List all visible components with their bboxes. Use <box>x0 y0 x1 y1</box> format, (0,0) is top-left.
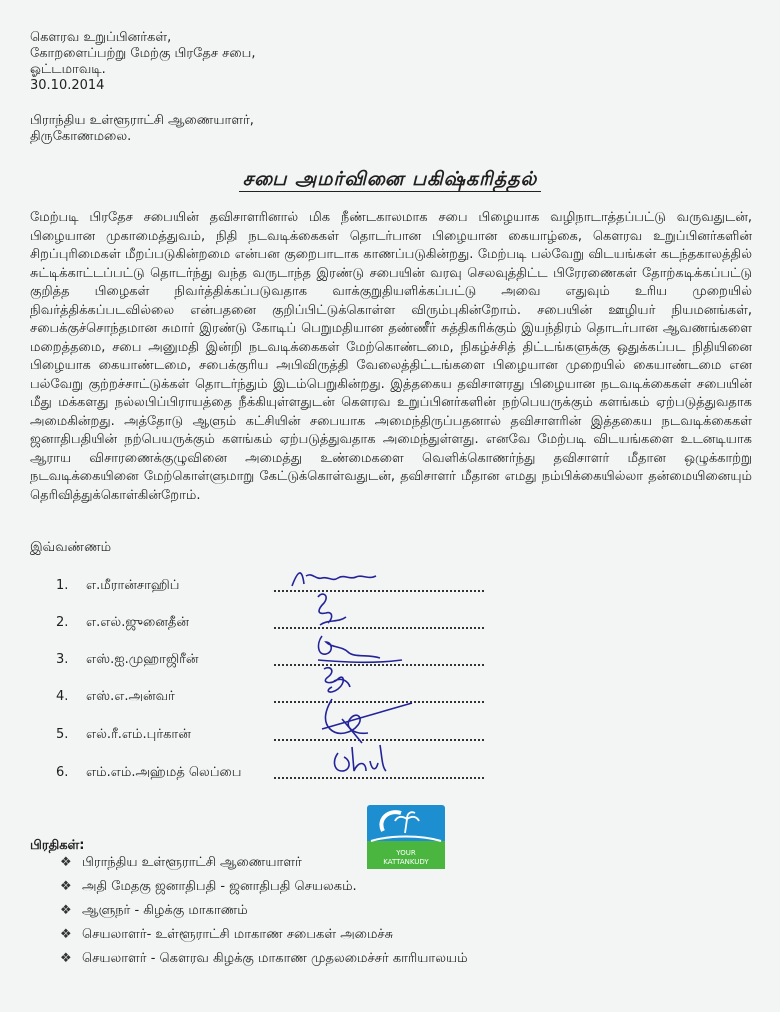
signatory-name: எ.எல்.ஜுனைதீன் <box>86 615 189 630</box>
signatory-number: 5. <box>56 727 69 742</box>
letter-body: மேற்படி பிரதேச சபையின் தவிசாளரினால் மிக நீண்டகாலமாக சபை பிழையாக வழிநாடாத்தப்பட்டு வருவதுடன், பிழையான முகாமைத்துவம், நிதி நடவடிக்கைகள் தொடர்பான பிழையான கையாழ்கை, கௌரவ உறுப்பினர்களின் சிறப்புரிமைகள் மீறப்படுகின்றமை என்பன குறைபாடாக காணப்படுகின்றது. மேற்படி பல்வேறு விடயங்கள் கடந்தகாலத்தில் சுட்டிக்காட்டப்பட்டு தொடர்ந்து வந்த வருடாந்த இரண்டு சபையின் வரவு செலவுத்திட்ட பிரேரணைகள் தோற்கடிக்கப்பட்டு குறித்த பிழைகள் நிவர்த்திக்கப்படுவதாக வாக்குறுதியளிக்கப்பட்டு அவை எதுவும் உரிய முறையில் நிவர்த்திக்கப்படவில்லை என்பதனை குறிப்பிட்டுக்கொள்ள விரும்புகின்றோம். சபையின் ஊழியர் நியமனங்கள், சபைக்குச்சொந்தமான சுமார் இரண்டு கோடிப் பெறுமதியான தண்ணீர் சுத்திகரிக்கும் இயந்திரம் தொடர்பான ஆவணங்களை மறைத்தமை, சபை அனுமதி இன்றி நடவடிக்கைகள் மேற்கொண்டமை, நிகழ்ச்சித் திட்டங்களுக்கு ஒதுக்கப்பட நிதியினை பிழையாக கையாண்டமை, சபைக்குரிய அபிவிருத்தி வேலைத்திட்டங்களை பிழையான முறையில் கையாண்டமை என பல்வேறு குற்றச்சாட்டுக்கள் தொடர்ந்தும் இடம்பெறுகின்றது. இத்தகைய தவிசாளரது பிழையான நடவடிக்கைகள் சபையின் மீது மக்களது நல்லபிப்பிராயத்தை நீக்கியுள்ளதுடன் கௌரவ உறுப்பினர்களின் நற்பெயருக்கும் களங்கம் ஏற்படுத்துவதாக அமைகின்றது. அத்தோடு ஆளும் கட்சியின் சபையாக அமைந்திருப்பதனால் தவிசாளரின் இத்தகைய நடவடிக்கைகள் ஜனாதிபதியின் நற்பெயருக்கும் களங்கம் ஏற்படுத்துவதாக அமைந்துள்ளது. எனவே மேற்படி விடயங்களை உடனடியாக ஆராய விசாரணைக்குழுவினை அமைத்து உண்மைகளை வெளிக்கொணர்ந்து தவிசாளர் மீதான ஒழுக்காற்று நடவடிக்கையினை மேற்கொள்ளுமாறு கேட்டுக்கொள்வதுடன், தவிசாளர் மீதான எமது நம்பிக்கையில்லா தன்மையினையும் தெரிவித்துக்கொள்கின்றோம். <box>30 210 752 503</box>
letter-title-text: சபை அமர்வினை பகிஷ்கரித்தல் <box>239 168 542 192</box>
signatory-number: 2. <box>56 615 69 630</box>
sender-address <box>30 30 255 94</box>
svg-text:KATTANKUDY: KATTANKUDY <box>383 858 429 866</box>
diamond-bullet-icon: ❖ <box>60 903 72 918</box>
signatory-name: எம்.எம்.அஹ்மத் லெப்பை <box>86 765 242 780</box>
signatory-number: 1. <box>56 578 69 593</box>
diamond-bullet-icon: ❖ <box>60 927 72 942</box>
signatory-number: 3. <box>56 652 69 667</box>
diamond-bullet-icon: ❖ <box>60 855 72 870</box>
copy-item: ❖ அதி மேதகு ஜனாதிபதி - ஜனாதிபதி செயலகம். <box>60 879 357 894</box>
sender-line-3: ஓட்டமாவடி. <box>30 62 106 77</box>
copy-item: ❖ பிராந்திய உள்ளூராட்சி ஆணையாளர் <box>60 855 302 870</box>
recipient-line-1: பிராந்திய உள்ளூராட்சி ஆணையாளர், <box>30 113 254 128</box>
copy-item: ❖ ஆளுநர் - கிழக்கு மாகாணம் <box>60 903 248 918</box>
signatory-name: எல்.ரீ.எம்.புர்கான் <box>86 727 191 742</box>
recipient-address <box>30 113 254 145</box>
handwritten-signature <box>272 737 432 787</box>
copies-heading: பிரதிகள்: <box>30 838 85 853</box>
sender-line-2: கோறளைப்பற்று மேற்கு பிரதேச சபை, <box>30 46 256 61</box>
recipient-line-2: திருகோணமலை. <box>30 129 132 144</box>
svg-text:YOUR: YOUR <box>396 849 416 857</box>
closing-salutation: இவ்வண்ணம் <box>30 540 112 555</box>
diamond-bullet-icon: ❖ <box>60 879 72 894</box>
letter-title <box>0 168 780 193</box>
signatory-name: எஸ்.ஐ.முஹாஜிரீன் <box>86 652 199 667</box>
signatory-name: எஸ்.எ.அன்வர் <box>86 689 175 704</box>
copy-item: ❖ செயலாளர் - கௌரவ கிழக்கு மாகாண முதலமைச்சர் காரியாலயம் <box>60 951 468 966</box>
signatory-number: 4. <box>56 689 69 704</box>
signatory-name: எ.மீரான்சாஹிப் <box>86 578 180 593</box>
letter-date: 30.10.2014 <box>30 78 105 93</box>
diamond-bullet-icon: ❖ <box>60 951 72 966</box>
sender-line-1: கௌரவ உறுப்பினர்கள், <box>30 30 172 45</box>
copy-item: ❖ செயலாளர்- உள்ளூராட்சி மாகாண சபைகள் அமைச்சு <box>60 927 394 942</box>
signatory-number: 6. <box>56 765 69 780</box>
kattankudy-logo <box>367 805 445 869</box>
